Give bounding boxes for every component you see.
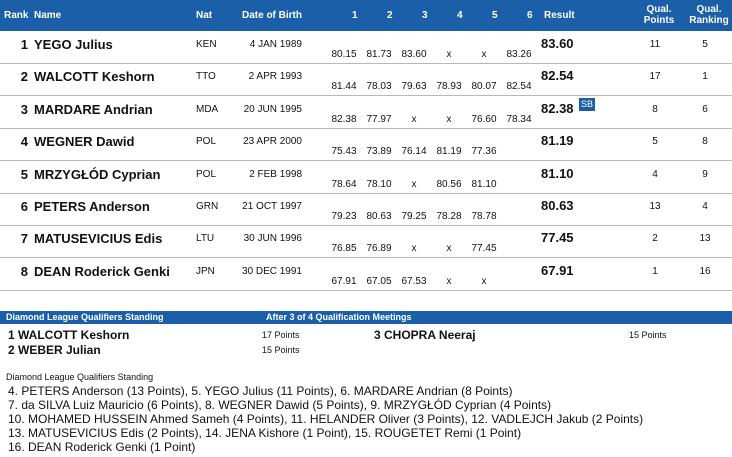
qual-ranking-cell: 5 [702,39,708,50]
attempt-6-cell: 78.34 [506,113,532,125]
table-row [0,96,732,129]
attempt-3-cell: 79.25 [401,211,427,222]
header-attempt-4: 4 [457,10,463,21]
attempt-3-cell: x [411,178,417,190]
athlete-name: MATUSEVICIUS Edis [34,231,163,247]
rank-cell: 7 [20,231,28,247]
header-attempt-5: 5 [492,10,498,21]
standing-bar [0,311,732,324]
athlete-name: MRZYGŁÓD Cyprian [34,166,161,182]
date-of-birth-cell: 2 FEB 1998 [249,168,302,180]
attempt-5-cell: 81.10 [471,178,497,190]
header-result: Result [544,10,575,21]
attempt-5-cell: 78.78 [471,211,497,222]
attempt-2-cell: 80.63 [366,211,392,222]
nationality-cell: POL [196,136,217,148]
table-row [0,161,732,194]
rank-cell: 4 [20,134,28,150]
header-qual-points-line1: Qual. [646,4,672,15]
attempt-3-cell: 67.53 [401,275,427,287]
standing-line: 13. MATUSEVICIUS Edis (2 Points), 14. JENA Kishore (1 Point), 15. ROUGETET Remi (1 Point) [8,426,522,440]
header-nat: Nat [196,10,213,21]
attempt-3-cell: 79.63 [401,81,427,93]
standing-line: 4. PETERS Anderson (13 Points), 5. YEGO Julius (11 Points), 6. MARDARE Andrian (8 Points) [8,384,513,398]
nationality-cell: JPN [196,265,215,277]
attempt-3-cell: x [411,113,417,125]
attempt-1-cell: 79.23 [331,211,357,222]
attempt-3-cell: 83.60 [401,49,427,60]
header-dob: Date of Birth [242,10,302,21]
athlete-name: DEAN Roderick Genki [34,263,170,279]
header-rank: Rank [4,10,29,21]
table-row [0,63,732,96]
result-cell: 67.91 [541,262,574,278]
qual-ranking-cell: 13 [699,233,711,245]
qual-ranking-cell: 6 [702,103,708,115]
nationality-cell: LTU [196,233,215,245]
date-of-birth-cell: 30 DEC 1991 [241,265,302,277]
standing-entry-2: 2 WEBER Julian [8,343,101,357]
results-header [0,0,732,31]
qual-points-cell: 1 [652,265,658,277]
attempt-4-cell: x [446,113,452,125]
attempt-4-cell: x [446,49,452,60]
rank-cell: 2 [20,69,28,85]
rank-cell: 8 [20,263,28,279]
attempt-1-cell: 76.85 [331,243,357,255]
table-row [0,128,732,161]
attempt-6-cell: 82.54 [506,81,532,93]
rank-cell: 6 [20,199,28,214]
result-cell: 77.45 [541,230,574,246]
attempt-2-cell: 76.89 [366,243,392,255]
result-cell: 80.63 [541,198,574,213]
qual-ranking-cell: 8 [702,136,708,148]
attempt-4-cell: x [446,243,452,255]
standing-line: 7. da SILVA Luiz Mauricio (6 Points), 8. WEGNER Dawid (5 Points), 9. MRZYGŁÓD Cyprian (4 Points) [8,398,552,412]
header-qual-points [640,4,678,26]
nationality-cell: MDA [196,103,219,115]
header-qual-ranking [688,4,730,26]
attempt-1-cell: 82.38 [331,113,357,125]
date-of-birth-cell: 2 APR 1993 [248,71,302,83]
header-attempt-6: 6 [527,10,533,21]
date-of-birth-cell: 21 OCT 1997 [242,201,302,212]
attempt-2-cell: 73.89 [366,146,392,158]
athlete-name: YEGO Julius [34,37,113,52]
header-attempt-2: 2 [387,10,393,21]
standing-entry-1-points: 17 Points [262,330,300,340]
qual-points-cell: 13 [649,201,661,212]
result-cell: 81.19 [541,133,574,149]
standing-entry-3: 3 CHOPRA Neeraj [374,328,476,342]
date-of-birth-cell: 20 JUN 1995 [243,103,302,115]
nationality-cell: GRN [196,201,219,212]
standing-entry-3-points: 15 Points [629,330,667,340]
qual-ranking-cell: 1 [702,71,708,83]
table-row [0,31,732,64]
date-of-birth-cell: 30 JUN 1996 [243,233,302,245]
athlete-name: WEGNER Dawid [34,134,135,150]
qual-points-cell: 11 [649,39,661,50]
table-row [0,225,732,258]
standing-subtitle: Diamond League Qualifiers Standing [6,372,154,382]
qual-points-cell: 4 [652,168,658,180]
qual-points-cell: 17 [649,71,661,83]
athlete-name: WALCOTT Keshorn [34,69,155,85]
attempt-3-cell: x [411,243,417,255]
standing-after: After 3 of 4 Qualification Meetings [266,312,412,322]
header-qual-ranking-line1: Qual. [696,4,722,15]
date-of-birth-cell: 4 JAN 1989 [249,39,302,50]
table-row [0,193,732,226]
record-badge: SB [581,98,594,109]
attempt-6-cell: 83.26 [506,49,532,60]
attempt-4-cell: x [446,275,452,287]
result-cell: 81.10 [541,165,574,181]
standing-line: 16. DEAN Roderick Genki (1 Point) [8,440,196,454]
nationality-cell: TTO [196,71,216,83]
athlete-name: MARDARE Andrian [34,101,153,117]
attempt-5-cell: 77.36 [471,146,497,158]
attempt-1-cell: 67.91 [331,275,357,287]
nationality-cell: KEN [196,39,217,50]
athlete-name: PETERS Anderson [34,199,150,214]
date-of-birth-cell: 23 APR 2000 [243,136,302,148]
header-qual-points-line2: Points [643,15,675,26]
nationality-cell: POL [196,168,217,180]
standing-entry-2-points: 15 Points [262,345,300,355]
attempt-4-cell: 78.93 [436,81,462,93]
result-cell: 83.60 [541,36,574,51]
standing-entry-1: 1 WALCOTT Keshorn [8,328,130,342]
qual-ranking-cell: 9 [702,168,708,180]
result-cell: 82.38 [541,100,574,116]
attempt-2-cell: 78.10 [366,178,392,190]
header-attempt-1: 1 [352,10,358,21]
attempt-2-cell: 67.05 [366,275,392,287]
attempt-5-cell: x [481,275,487,287]
attempt-1-cell: 80.15 [331,49,357,60]
attempt-3-cell: 76.14 [401,146,427,158]
attempt-4-cell: 78.28 [436,211,462,222]
attempt-4-cell: 81.19 [436,146,462,158]
header-attempt-3: 3 [422,10,428,21]
attempt-1-cell: 78.64 [331,178,357,190]
qual-ranking-cell: 16 [699,265,711,277]
attempt-2-cell: 77.97 [366,113,392,125]
attempt-4-cell: 80.56 [436,178,462,190]
attempt-5-cell: x [481,49,487,60]
attempt-5-cell: 76.60 [471,113,497,125]
qual-ranking-cell: 4 [702,201,708,212]
rank-cell: 1 [20,37,28,52]
qual-points-cell: 2 [652,233,658,245]
rank-cell: 3 [20,101,28,117]
attempt-2-cell: 81.73 [366,49,392,60]
attempt-5-cell: 77.45 [471,243,497,255]
qual-points-cell: 8 [652,103,658,115]
attempt-5-cell: 80.07 [471,81,497,93]
standing-line: 10. MOHAMED HUSSEIN Ahmed Sameh (4 Points), 11. HELANDER Oliver (3 Points), 12. VADLEJCH Jakub (2 Points) [8,412,644,426]
table-row [0,258,732,291]
rank-cell: 5 [20,166,28,182]
qual-points-cell: 5 [652,136,658,148]
attempt-1-cell: 75.43 [331,146,357,158]
header-qual-ranking-line2: Ranking [689,15,729,26]
result-cell: 82.54 [541,68,574,84]
header-name: Name [34,10,62,21]
attempt-2-cell: 78.03 [366,81,392,93]
standing-title: Diamond League Qualifiers Standing [6,312,164,322]
attempt-1-cell: 81.44 [331,81,357,93]
